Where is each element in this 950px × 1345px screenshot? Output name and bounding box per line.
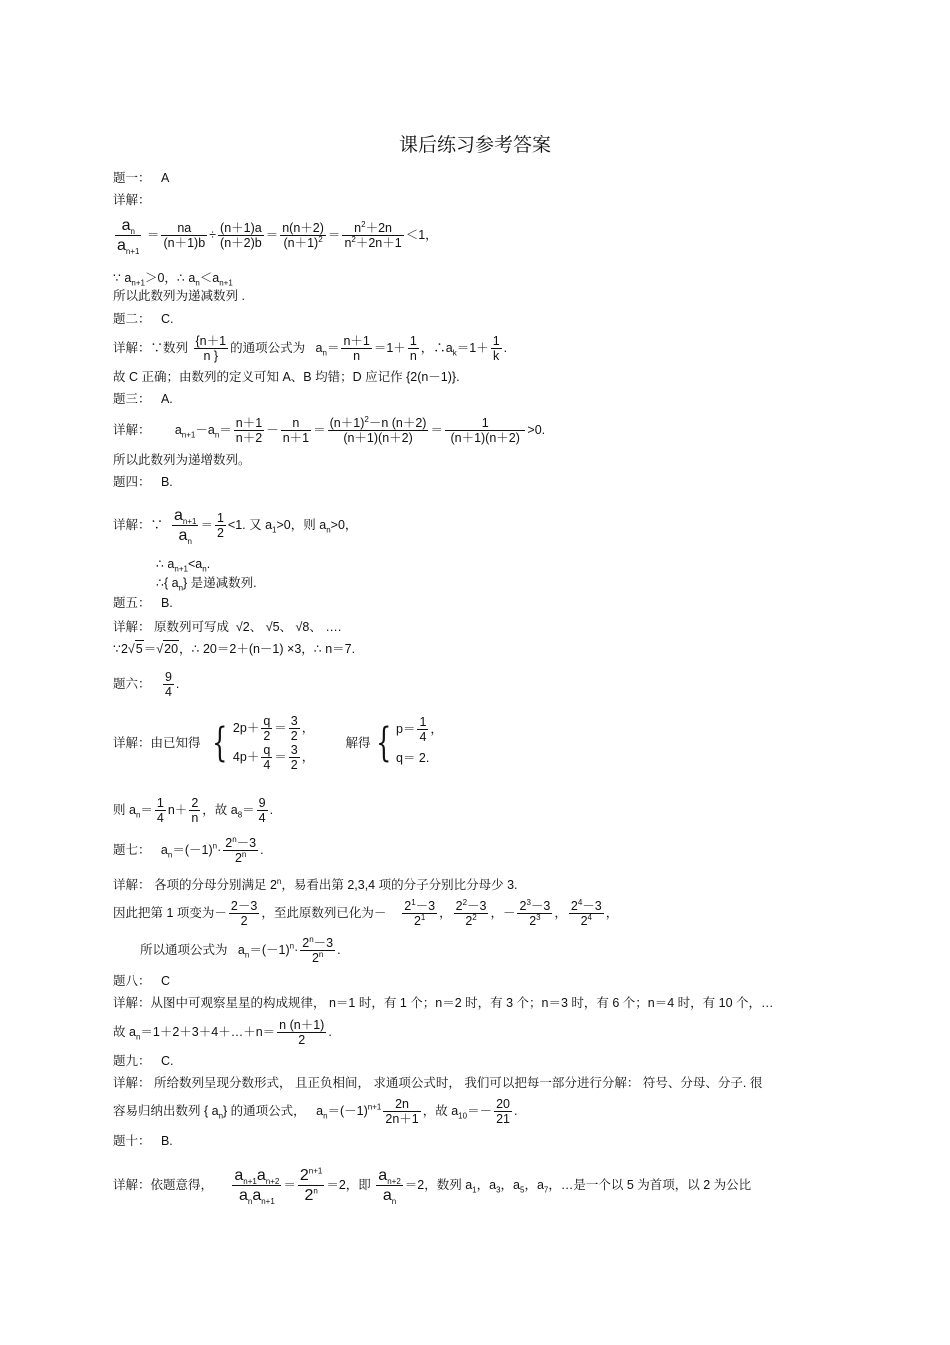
problem-4-heading: 题四： B. [113, 475, 173, 489]
problem-1-line2: ∵ $a_{n+1}>0$，∴ $a_n<a_{n+1}$ [113, 271, 233, 288]
problem-7-detail: 详解： 各项的分母分别满足 2$^n$，易看出第 2,3,4 项的分子分别比分母少 3. [113, 876, 518, 892]
problem-6-system: 详解：由已知得 { 2p＋ $\frac{q}{2}$ ＝ $\frac{3}{2}$ ， 4p＋ $\frac{q}{4}$ ＝ $\frac{3}{2}$ ， 解得 { p＝ $\frac{1}{4}$ ， q＝ 2. [113, 714, 443, 773]
problem-9-detail: 详解： 所给数列呈现分数形式， 且正负相间， 求通项公式时， 我们可以把每一部分进行分解： 符号、分母、分子. 很 [113, 1076, 763, 1090]
problem-3-formula: 详解： $a_{n+1}-a_n=$ $\frac{n+1}{n+2}$ － $\frac{n}{n+1}$ ＝ $\frac{(n+1)^2-n (n+2)}{(n+1)(n+2)}$ ＝ $\frac{1}{(n+1)(n+2)}$ >0. [113, 414, 546, 445]
problem-1-detail: 详解： [113, 193, 151, 207]
problem-8-heading: 题八： C [113, 974, 170, 988]
problem-1-conclusion: 所以此数列为递减数列 . [113, 289, 245, 303]
problem-2-detail: 详解：∵数列 $\frac{\{n+1}{n \}}$ 的通项公式为 $a_n=$ $\frac{n+1}{n}$ ＝1＋ $\frac{1}{n}$ ，$\therefore a_k=1+$ $\frac{1}{k}$ . [113, 334, 508, 363]
problem-9-formula: 容易归纳出数列 { $a_n$} 的通项公式， $a_n=(-1)^{n+1}$ $\frac{2n}{2n+1}$ ，故 $a_{10}=-$ $\frac{20}{21}$ . [113, 1097, 518, 1126]
problem-5-detail: 详解： 原数列可写成 √2、 √5、 √8、 …. [113, 620, 342, 634]
problem-3-heading: 题三： A. [113, 392, 173, 406]
answer: A [160, 171, 170, 185]
problem-8-detail: 详解：从图中可观察星星的构成规律， n＝1 时，有 1 个；n＝2 时，有 3 个；n＝3 时，有 6 个；n＝4 时，有 10 个，… [113, 996, 774, 1010]
problem-6-heading: 题六： $\frac{9}{4}$ . [113, 670, 180, 699]
problem-6-conclusion: 则 $a_n=$ $\frac{1}{4}$ n＋ $\frac{2}{n}$ ，故 $a_8=$ $\frac{9}{4}$ . [113, 796, 274, 825]
problem-2-heading: 题二： C. [113, 312, 174, 326]
problem-1-heading [113, 170, 169, 186]
problem-9-heading: 题九： C. [113, 1054, 174, 1068]
problem-4-conclusion: ∴{ $a_n$} 是递减数列. [156, 576, 257, 593]
problem-10-detail: 详解：依题意得， $\frac{a_{n+1}a_{n+2}}{a_na_{n+1}}$ ＝ $\frac{2^{n+1}}{2^n}$ ＝2，即 $\frac{a_{n+2}}{a_n}$ ＝2，数列 $a_1$，$a_3$，$a_5$，$a_7$，…是一个以 5 为首项，以 2 为公比 [113, 1166, 752, 1207]
problem-8-formula: 故 $a_n=1+2+3+4+\dots+n=$ $\frac{n (n+1)}{2}$ . [113, 1018, 332, 1047]
problem-7-heading: 题七： $a_n=(-1)^n\cdot$ $\frac{2^n-3}{2^n}$ . [113, 834, 264, 865]
problem-4-formula: 详解：∵ $\frac{a_{n+1}}{a_n}$ ＝ $\frac{1}{2}$ <1. 又 $a_1>0$，则 $a_n>0$， [113, 507, 358, 547]
problem-3-conclusion: 所以此数列为递增数列。 [113, 453, 251, 467]
problem-5-line2: ∵2√5＝√20，∴ 20＝2＋(n－1) ×3，∴ n＝7. [113, 642, 356, 656]
label: 题一： [113, 171, 151, 185]
problem-10-heading: 题十： B. [113, 1134, 173, 1148]
problem-5-heading: 题五： B. [113, 596, 173, 610]
problem-2-conclusion: 故 C 正确；由数列的定义可知 A、B 均错；D 应记作 {2(n－1)}. [113, 370, 460, 384]
problem-7-line2: 因此把第 1 项变为－ $\frac{2-3}{2}$ ，至此原数列已化为－ $\frac{2^1-3}{2^1}$ ， $\frac{2^2-3}{2^2}$ ，－ $\frac{2^3-3}{2^3}$ ， $\frac{2^4-3}{2^4}$ ， [113, 897, 619, 928]
page-title: 课后练习参考答案 [398, 134, 551, 156]
problem-1-formula: $\frac{a_n}{a_{n+1}}$ ＝ $\frac{na}{(n+1)b}$ ÷ $\frac{(n+1)a}{(n+2)b}$ ＝ $\frac{n(n+2)}{(n+1)^2}$ ＝ $\frac{n^2+2n}{n^2+2n+1}$ ＜1， [117, 217, 438, 257]
problem-4-line2: ∴ $a_{n+1}<a_n$. [156, 557, 211, 574]
problem-7-conclusion: 所以通项公式为 $a_n=(-1)^n\cdot$ $\frac{2^n-3}{2^n}$ . [140, 934, 341, 965]
